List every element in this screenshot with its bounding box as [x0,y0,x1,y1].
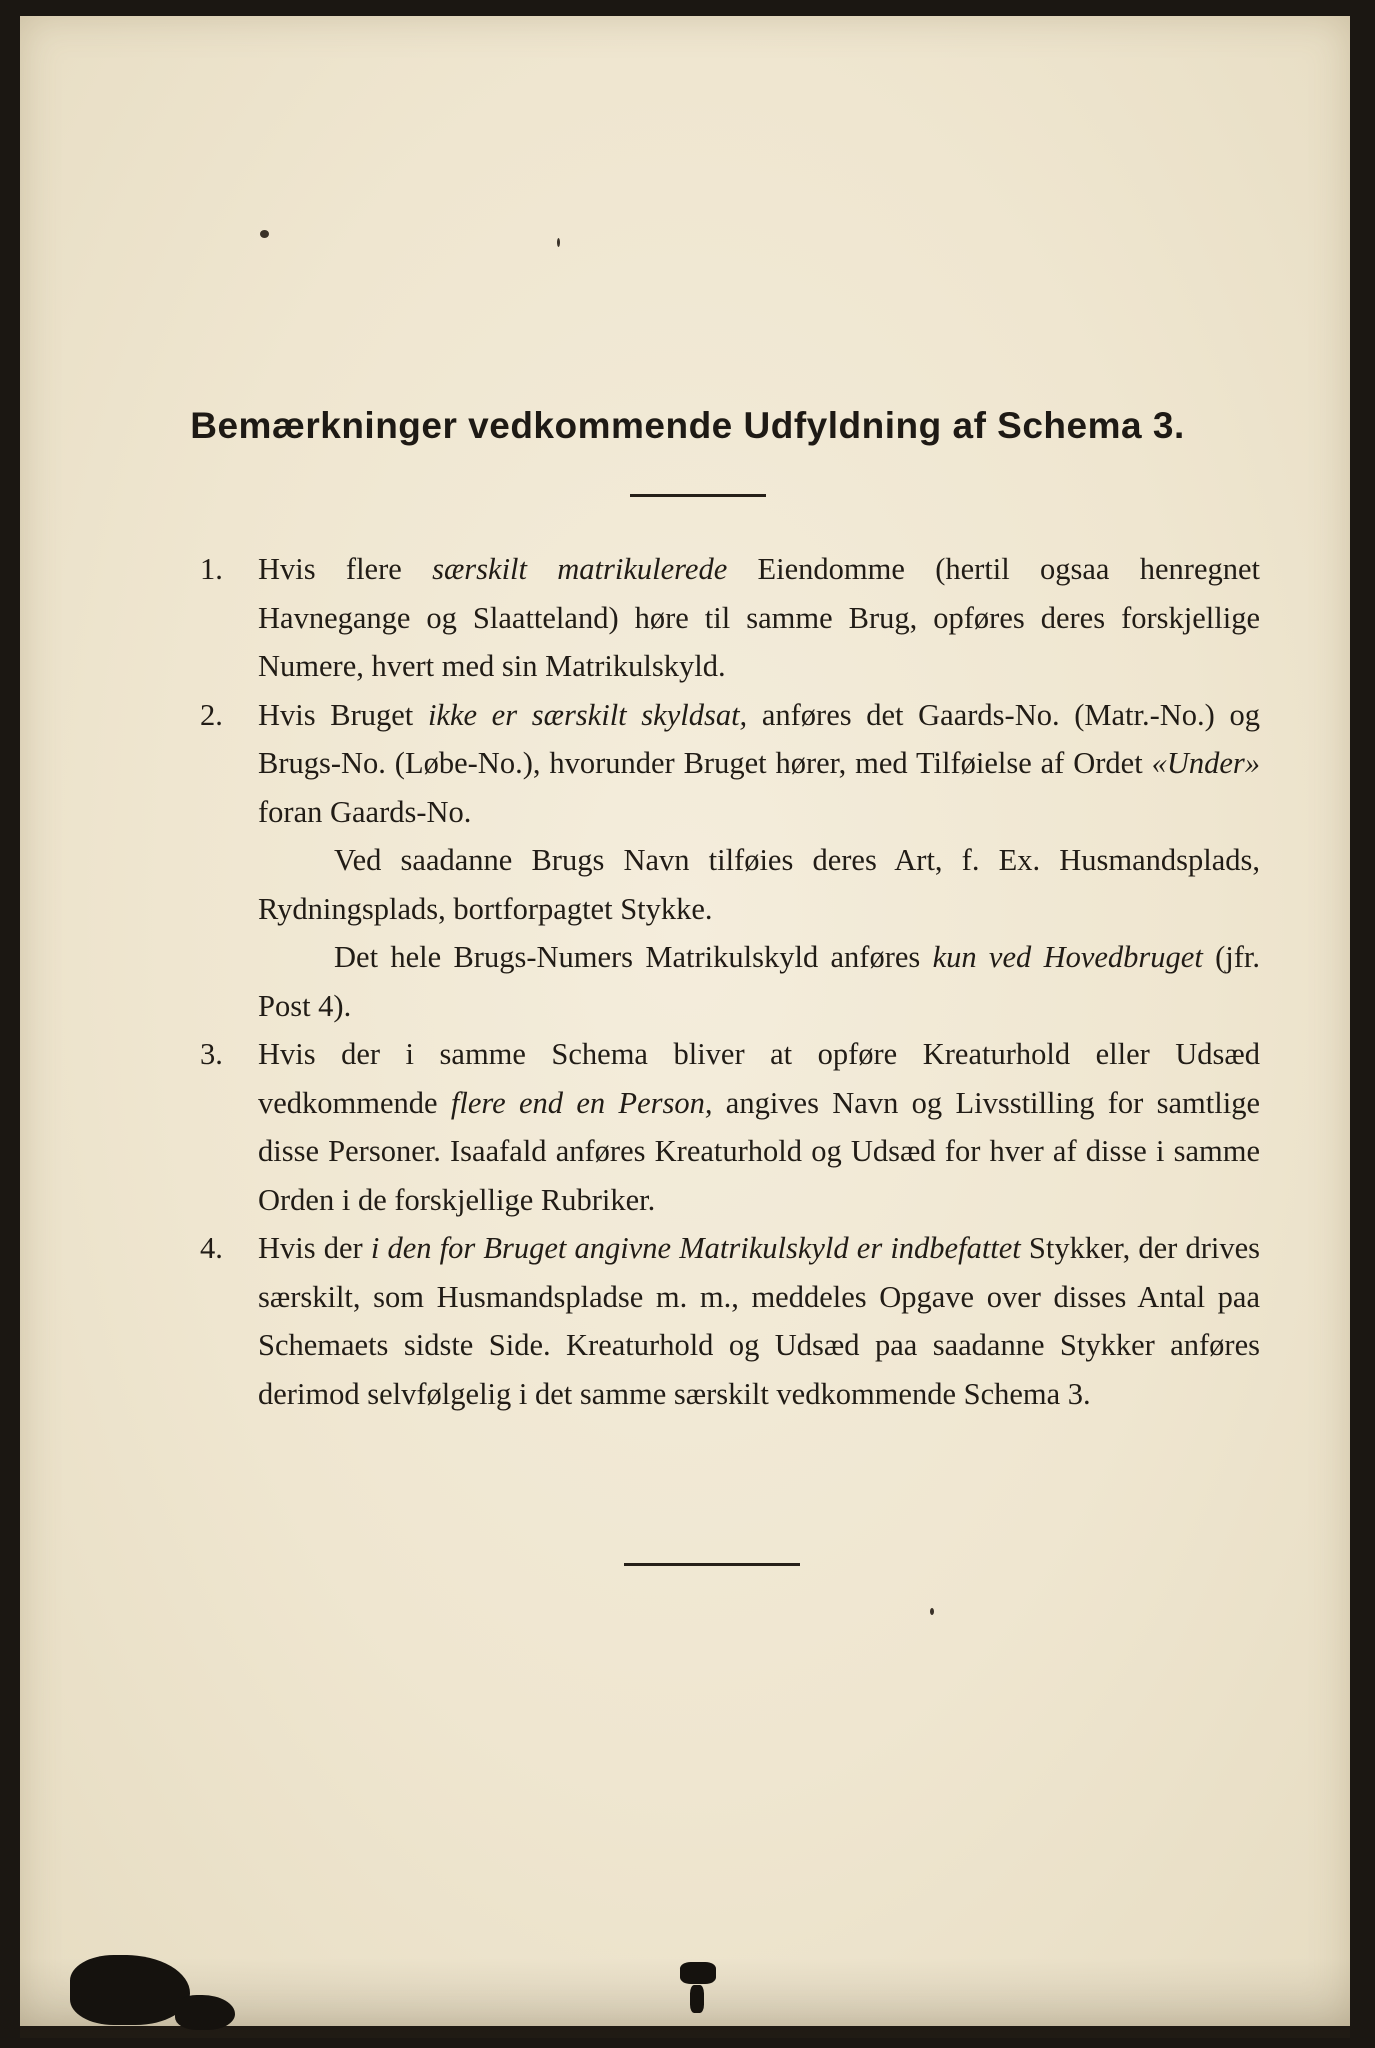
numbered-items-group [200,545,1260,836]
body-text-run: Hvis Bruget [258,697,428,732]
indented-paragraph [200,933,1260,1030]
numbered-items-group [200,1030,1260,1418]
damage-blot [690,1985,704,2013]
emphasis-text: i den for Bruget angivne Matrikulskyld er indbefattet [370,1231,1021,1265]
body-text-run: anføres det Gaards-No. (Matr.-No.) og Brugs-No. (Løbe-No.), hvorunder Bruget hører, med Tilføielse af Ordet [258,697,1260,780]
heading-divider [630,494,766,497]
item-number: 2. [200,697,223,732]
emphasis-text: ikke er særskilt skyldsat, [427,697,748,732]
damage-blot [175,1995,235,2030]
emphasis-text: flere end en Person, [450,1085,713,1120]
ink-speck [557,238,560,247]
body-text-run: Eiendomme (hertil ogsaa henregnet Havnegange og Slaatteland) høre til samme Brug, opføres deres forskjellige Numere, hvert med sin Matrikulskyld. [258,552,1261,683]
body-text-run: Stykker, der drives særskilt, som Husmandspladse m. m., meddeles Opgave over disses Antal paa Schemaets sidste Side. Kreaturhold og Udsæd paa saadanne Stykker anføres derimod selvfølgelig i det samme særskilt vedkommende Schema 3. [258,1231,1260,1411]
body-text-run: angives Navn og Livsstilling for samtlige disse Personer. Isaafald anføres Kreaturhold og Udsæd for hver af disse i samme Orden i de forskjellige Rubriker. [258,1085,1260,1217]
indented-paragraphs-group [200,836,1260,1030]
ink-speck [260,230,269,238]
page-heading: Bemærkninger vedkommende Udfyldning af Schema 3. [190,405,1185,446]
ink-speck [930,1608,934,1615]
body-text-run: Hvis flere [258,552,433,586]
body-text-run: (jfr. Post 4). [258,940,1260,1023]
damage-blot [680,1962,716,1984]
body-text-run: foran Gaards-No. [258,794,472,829]
numbered-item [200,1030,1260,1224]
body-text-run: Hvis der i samme Schema bliver at opføre Kreaturhold eller Udsæd vedkommende [258,1037,1260,1120]
numbered-item [200,545,1260,691]
indented-paragraph [200,836,1260,933]
remarks-body [200,545,1260,1418]
body-text-run: Ved saadanne Brugs Navn tilføies deres Art, f. Ex. Husmandsplads, Rydningsplads, bortforpagtet Stykke. [258,843,1260,926]
emphasis-text: kun ved Hovedbruget [932,940,1203,974]
numbered-item [200,691,1260,837]
emphasis-text: særskilt matrikulerede [432,552,728,586]
body-text-run: Det hele Brugs-Numers Matrikulskyld anføres [334,940,933,974]
emphasis-text: «Under» [1151,746,1260,780]
numbered-item [200,1224,1260,1418]
body-text-run: Hvis der [258,1231,371,1265]
end-divider [624,1563,800,1566]
item-number: 1. [200,552,223,586]
item-number: 4. [200,1231,223,1265]
item-number: 3. [200,1037,223,1071]
